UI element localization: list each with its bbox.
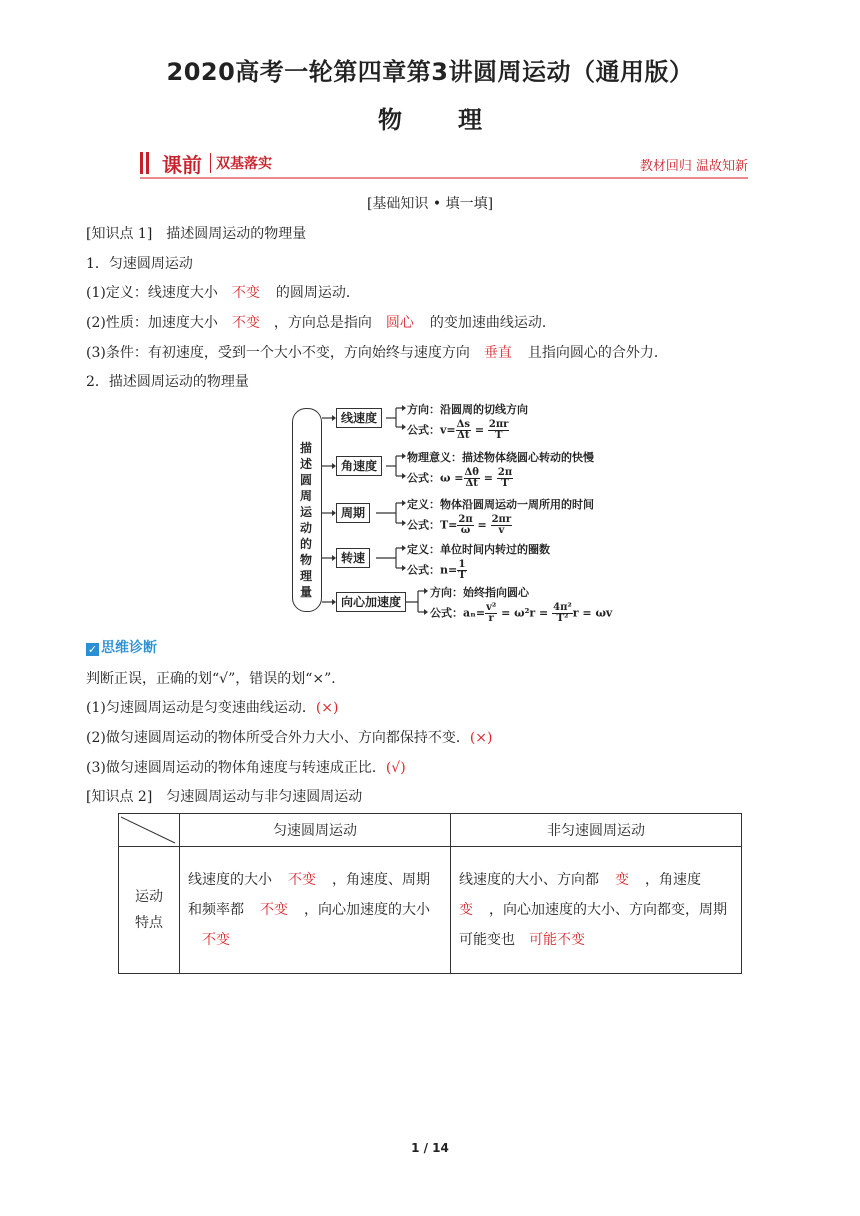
node-4-line-2 [407,560,467,581]
formula-fraction: $\frac{2\pi r}{v}$ [491,514,512,536]
formula-fraction: $\frac{2\pi}{\omega}$ [458,514,473,536]
node-1-formula-label: 公式：v= [407,423,456,437]
diagram-root-label: 描述圆周运动的物理量 [299,441,312,599]
property-fill-2: 圆心 [385,315,414,331]
node-linear-velocity: 线速度 [336,408,382,428]
nonuniform-fill-1: 变 [615,872,629,888]
condition-line [86,342,668,362]
property-text-a: (2)性质：加速度大小 [86,315,218,331]
quantity-diagram [292,400,622,624]
table-cell-uniform [180,847,451,974]
node-period: 周期 [336,503,370,523]
property-line [86,312,556,332]
uniform-text-c: ，向心加速度的大小 [304,902,430,918]
node-1-line-1: 方向：沿圆周的切线方向 [407,403,528,416]
judgment-2-answer: (×) [469,730,493,746]
subject-char-2: 理 [458,106,482,134]
banner-right-label: 教材回归 温故知新 [639,159,748,174]
condition-text-b: 且指向圆心的合外力． [527,345,668,361]
banner-main-label: 课前 [162,153,202,177]
item-2: 2．描述圆周运动的物理量 [86,374,249,390]
node-3-formula-label: 公式：T= [407,518,458,532]
uniform-text-b: ，角速度、周期和频率都 [188,872,430,918]
definition-text-a: (1)定义：线速度大小 [86,285,218,301]
table-row [119,847,742,974]
diagonal-line [119,815,177,845]
section-heading: [基础知识 • 填一填] [366,196,494,212]
node-rotation-speed: 转速 [336,548,370,568]
table-cell-nonuniform [451,847,742,974]
nonuniform-fill-2: 变 [459,902,473,918]
table-header-uniform: 匀速圆周运动 [180,814,451,847]
formula-fraction: $\frac{2\pi r}{T}$ [488,419,509,441]
condition-text-a: (3)条件：有初速度，受到一个大小不变，方向始终与速度方向 [86,345,470,361]
judgment-1-text: (1)匀速圆周运动是匀变速曲线运动． [86,700,316,716]
node-2-line-2: 公式：ω = $\frac{\Delta\theta}{\Delta t}$ = $\frac{2\pi}{T}$ [407,467,513,489]
node-5-formula-label: 公式：aₙ= [430,606,486,620]
item-1: 1．匀速圆周运动 [86,256,193,272]
node-5-line-1: 方向：始终指向圆心 [430,586,529,599]
knowledge-point-2: [知识点 2] 匀速圆周运动与非匀速圆周运动 [86,789,363,805]
formula-fraction: $\frac{\text{4π²}}{\text{T²}}$ [553,602,572,624]
page-number: 1 / 14 [411,1141,449,1155]
node-4-formula-label: 公式：n= [407,563,458,577]
banner-divider [210,153,211,173]
node-4-line-1: 定义：单位时间内转过的圈数 [407,543,550,556]
property-text-b: ，方向总是指向 [273,315,372,331]
formula-fraction: $\frac{1}{T}$ [458,559,466,581]
node-centripetal-acceleration: 向心加速度 [336,592,406,612]
definition-fill: 不变 [231,285,260,301]
subject-char-1: 物 [378,106,402,134]
condition-fill: 垂直 [483,345,512,361]
row-label-line-1: 运动 [135,889,163,905]
table-row-label [119,847,180,974]
formula-fraction: $\frac{2\pi}{T}$ [497,467,513,489]
subject-heading [0,100,860,135]
banner-sub-label: 双基落实 [216,156,272,172]
node-2-formula-label: 公式：ω = [407,471,464,485]
definition-line [86,282,360,302]
judgment-intro: 判断正误，正确的划“√”，错误的划“×”． [86,671,346,687]
judgment-2 [86,727,493,747]
judgment-3-text: (3)做匀速圆周运动的物体角速度与转速成正比． [86,760,386,776]
formula-fraction: $\frac{\Delta\theta}{\Delta t}$ [464,467,479,489]
property-fill-1: 不变 [231,315,260,331]
table-header-row [119,814,742,847]
uniform-fill-3: 不变 [202,932,230,948]
nonuniform-fill-3: 可能不变 [529,932,585,948]
knowledge-point-1: [知识点 1] 描述圆周运动的物理量 [86,226,307,242]
formula-fraction: $\frac{\text{v²}}{r}$ [486,602,497,624]
node-3-line-2: 公式：T= $\frac{2\pi}{\omega}$ = $\frac{2\pi r}{v}$ [407,514,512,536]
node-5-line-2: 公式：aₙ= $\frac{\text{v²}}{r}$ = ω²r = $\frac{\text{4π²}}{\text{T²}}$ r = ωv [430,602,613,624]
uniform-text-a: 线速度的大小 [188,872,272,888]
formula-fraction: $\frac{\Delta s}{\Delta t}$ [456,419,470,441]
thinking-diagnosis-label [86,637,157,657]
banner-underline [140,177,748,179]
node-2-line-1: 物理意义：描述物体绕圆心转动的快慢 [407,451,594,464]
comparison-table [118,813,742,974]
judgment-1-answer: (×) [315,700,339,716]
property-text-c: 的变加速曲线运动． [429,315,556,331]
judgment-3 [86,757,406,777]
nonuniform-text-b: ，角速度 [645,872,701,888]
node-1-line-2: 公式：v= $\frac{\Delta s}{\Delta t}$ = $\frac{2\pi r}{T}$ [407,419,509,441]
uniform-fill-2: 不变 [260,902,288,918]
document-title: 2020高考一轮第四章第3讲圆周运动（通用版） [166,58,694,86]
node-3-line-1: 定义：物体沿圆周运动一周所用的时间 [407,498,594,511]
section-banner [140,148,748,178]
banner-bars-icon [140,152,152,178]
uniform-fill-1: 不变 [288,872,316,888]
row-label-line-2: 特点 [135,915,163,931]
node-angular-velocity: 角速度 [336,456,382,476]
judgment-2-text: (2)做匀速圆周运动的物体所受合外力大小、方向都保持不变． [86,730,470,746]
judgment-1 [86,697,339,717]
thinking-diagnosis-text: 思维诊断 [101,640,157,656]
nonuniform-text-a: 线速度的大小、方向都 [459,872,599,888]
table-header-nonuniform: 非匀速圆周运动 [451,814,742,847]
check-icon: ✓ [87,643,98,656]
nonuniform-text-c: ，向心加速度的大小、方向都变，周期可能变也 [459,902,727,948]
judgment-3-answer: (√) [385,760,406,776]
table-corner-cell [119,814,180,847]
definition-text-b: 的圆周运动． [275,285,360,301]
